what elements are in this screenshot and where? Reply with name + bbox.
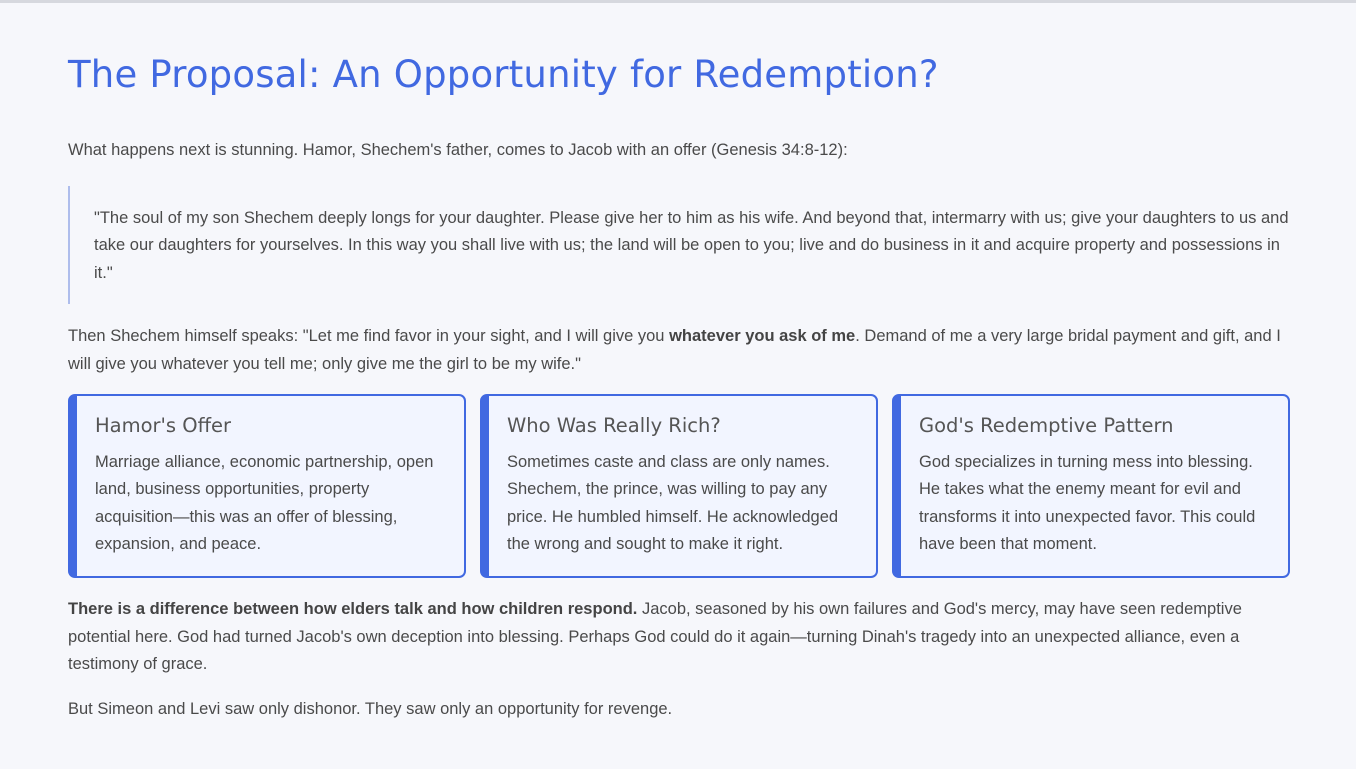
closing-paragraph — [68, 596, 1290, 679]
scripture-quote: "The soul of my son Shechem deeply longs for your daughter. Please give her to him as his wife. And beyond that, intermarry with us; give your daughters to us and take our daughters for yourselves. In this way you shall live with us; the land will be open to you; live and do business in it and acquire property and possessions in it." — [68, 186, 1290, 305]
page-title: The Proposal: An Opportunity for Redemption? — [68, 53, 939, 96]
card-row — [68, 394, 1290, 578]
final-paragraph: But Simeon and Levi saw only dishonor. They saw only an opportunity for revenge. — [68, 699, 673, 718]
card-heading: God's Redemptive Pattern — [919, 414, 1174, 437]
card-who-was-rich — [480, 394, 878, 578]
card-redemptive-pattern — [892, 394, 1290, 578]
card-hamors-offer — [68, 394, 466, 578]
card-text: God specializes in turning mess into blessing. He takes what the enemy meant for evil and transforms it into unexpected favor. This could have been that moment. — [919, 453, 1256, 553]
speech-emphasis: whatever you ask of me — [669, 327, 856, 345]
closing-emphasis: There is a difference between how elders talk and how children respond. — [68, 600, 638, 618]
speech-text-before: Then Shechem himself speaks: "Let me find favor in your sight, and I will give you — [68, 327, 670, 345]
card-heading: Who Was Really Rich? — [507, 414, 721, 437]
card-heading: Hamor's Offer — [95, 414, 232, 437]
intro-paragraph: What happens next is stunning. Hamor, Shechem's father, comes to Jacob with an offer (Genesis 34:8-12): — [68, 141, 848, 159]
speech-text-after: . Demand of me a very large bridal payment and gift, and I will give you whatever you tell me; only give me the girl to be my wife." — [68, 327, 1281, 373]
card-text: Marriage alliance, economic partnership, open land, business opportunities, property acquisition—this was an offer of blessing, expansion, and peace. — [95, 453, 434, 553]
shechem-speech-paragraph — [68, 323, 1290, 378]
top-divider — [0, 0, 1356, 3]
card-text: Sometimes caste and class are only names. Shechem, the prince, was willing to pay any price. He humbled himself. He acknowledged the wrong and sought to make it right. — [507, 453, 839, 553]
closing-text: Jacob, seasoned by his own failures and God's mercy, may have seen redemptive potential here. God had turned Jacob's own deception into blessing. Perhaps God could do it again—turning Dinah's tragedy into an unexpected alliance, even a testimony of grace. — [68, 600, 1242, 673]
article — [68, 50, 1290, 723]
